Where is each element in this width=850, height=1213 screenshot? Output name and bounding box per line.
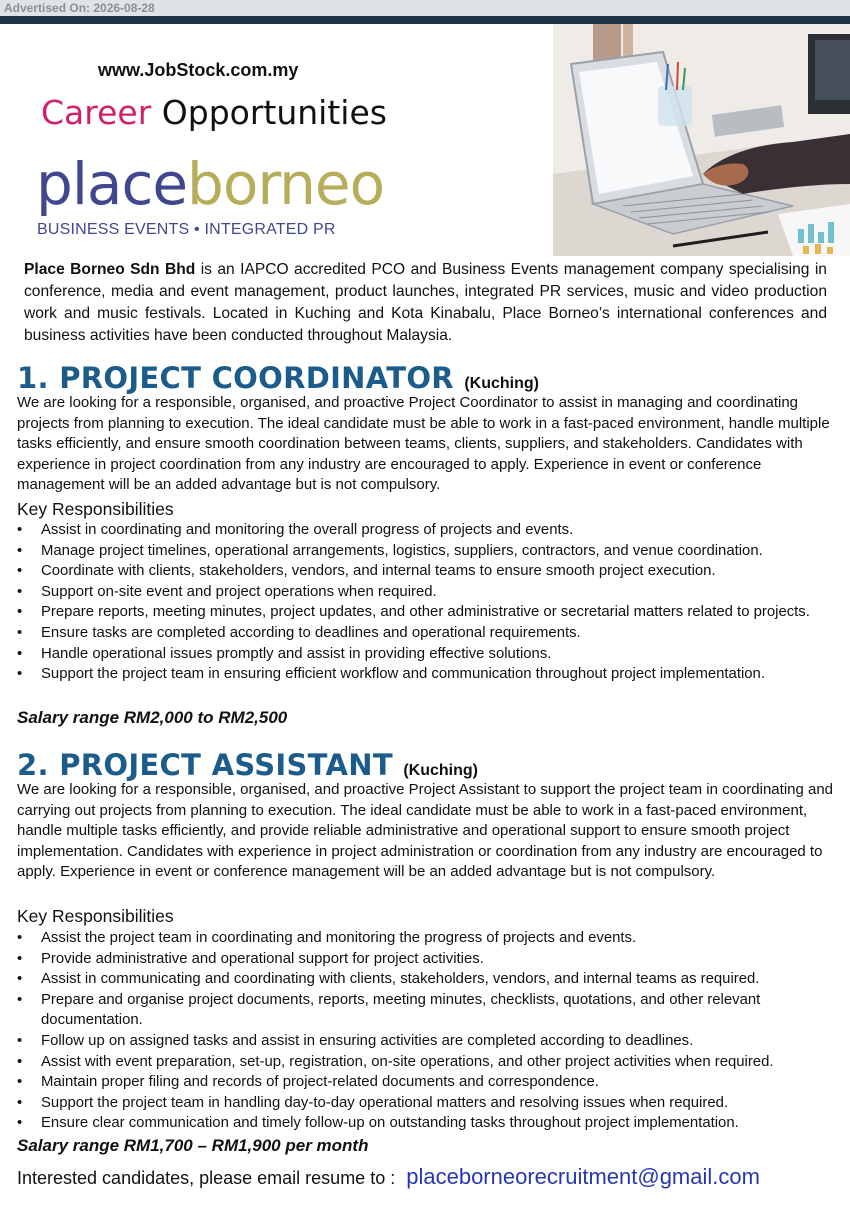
job-1-title: 1. PROJECT COORDINATOR [17,361,454,395]
job-2-salary: Salary range RM1,700 – RM1,900 per month [17,1136,369,1155]
list-item: • Provide administrative and operational support for project activities. [17,949,847,970]
company-intro-text: is an IAPCO accredited PCO and Business Events management company specialising in conference, media and event management, product launches, integrated PR services, music and video production work and music festivals. Located in Kuching and Kota Kinabalu, Place Borneo’s international conferences and business activities have been conducted throughout Malaysia. [24,261,827,344]
advertised-on-bar [0,0,850,17]
job-title-project-assistant [17,748,478,782]
list-item: • Coordinate with clients, stakeholders, vendors, and internal teams to ensure smooth project execution. [17,561,847,582]
list-item: • Follow up on assigned tasks and assist in ensuring activities are completed according to deadlines. [17,1031,847,1052]
career-word: Career [41,93,152,132]
apply-text: Interested candidates, please email resume to : [17,1168,396,1188]
list-item: • Maintain proper filing and records of project-related documents and correspondence. [17,1072,847,1093]
logo-tagline: BUSINESS EVENTS • INTEGRATED PR [37,221,336,238]
job-2-title: 2. PROJECT ASSISTANT [17,748,393,782]
job-1-location: (Kuching) [464,375,539,392]
job-1-responsibilities-heading: Key Responsibilities [17,499,174,519]
list-item: • Support on-site event and project operations when required. [17,582,847,603]
list-item: • Assist in coordinating and monitoring the overall progress of projects and events. [17,520,847,541]
list-item: • Assist with event preparation, set-up, registration, on-site operations, and other project activities when required. [17,1052,847,1073]
website-url: www.JobStock.com.my [98,60,299,80]
career-opportunities-heading [41,93,387,132]
logo-word-place: place [36,150,188,218]
job-title-project-coordinator [17,361,539,395]
office-laptop-photo [553,24,850,256]
list-item: • Manage project timelines, operational arrangements, logistics, suppliers, contractors, and venue coordination. [17,541,847,562]
job-2-description: We are looking for a responsible, organised, and proactive Project Assistant to support the project team in coordinating and carrying out projects from planning to execution. The ideal candidate must be able to work in a fast-paced environment, handle multiple tasks efficiently, and provide reliable administrative and operational support to ensure smooth project implementation. Candidates with experience in project administration or coordination from any industry are encouraged to apply. Experience in event or conference management will be an added advantage but is not compulsory. [17,781,834,881]
place-borneo-logo [36,150,384,218]
top-stripe [0,16,850,24]
job-1-description: We are looking for a responsible, organised, and proactive Project Coordinator to assist in managing and coordinating projects from planning to execution. The ideal candidate must be able to work in a fast-paced environment, handle multiple tasks efficiently, and ensure smooth coordination between teams, clients, suppliers, and stakeholders. Candidates with experience in project coordination from any industry are encouraged to apply. Experience in event or conference management will be an added advantage but is not compulsory. [17,394,830,494]
company-name: Place Borneo Sdn Bhd [24,261,196,278]
list-item: • Support the project team in handling day-to-day operational matters and resolving issues when required. [17,1093,847,1114]
job-2-responsibilities-list [17,928,847,1134]
job-1-salary: Salary range RM2,000 to RM2,500 [17,708,288,727]
opportunities-word: Opportunities [161,93,387,132]
list-item: • Assist the project team in coordinating and monitoring the progress of projects and events. [17,928,847,949]
company-intro [24,259,827,347]
job-1-responsibilities-list [17,520,847,685]
list-item: • Assist in communicating and coordinating with clients, stakeholders, vendors, and internal teams as required. [17,969,847,990]
advertised-on-text: Advertised On: 2026-08-28 [4,1,155,15]
list-item: • Handle operational issues promptly and assist in providing effective solutions. [17,644,847,665]
apply-instructions [17,1164,760,1190]
list-item: • Prepare reports, meeting minutes, project updates, and other administrative or secretarial matters related to projects. [17,602,847,623]
job-2-location: (Kuching) [403,762,478,779]
list-item: • Support the project team in ensuring efficient workflow and communication throughout project implementation. [17,664,847,685]
laptop-desk-illustration [553,24,850,256]
logo-word-borneo: borneo [187,150,385,218]
list-item: • Prepare and organise project documents, reports, meeting minutes, checklists, quotations, and other relevant documentation. [17,990,847,1031]
list-item: • Ensure clear communication and timely follow-up on outstanding tasks throughout project implementation. [17,1113,847,1134]
list-item: • Ensure tasks are completed according to deadlines and operational requirements. [17,623,847,644]
job-2-responsibilities-heading: Key Responsibilities [17,906,174,926]
apply-email-link[interactable]: placeborneorecruitment@gmail.com [406,1164,760,1189]
